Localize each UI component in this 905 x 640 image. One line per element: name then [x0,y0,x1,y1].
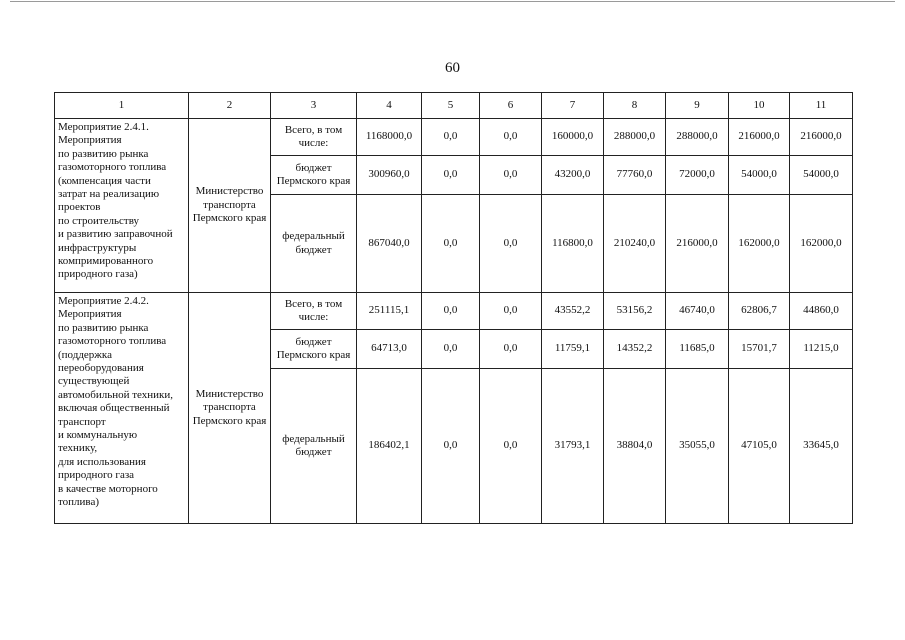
description-line: Мероприятие 2.4.2. [58,295,149,307]
source-line: бюджет [295,161,332,174]
description-line: (поддержка [58,348,112,361]
description-line: газомоторного топлива [58,161,167,174]
source-line: Всего, в том [284,297,343,310]
responsible-ministry [189,293,271,524]
column-header: 5 [422,93,480,119]
source-line: числе: [298,137,329,149]
description-line: для использования [58,455,146,468]
page-top-edge [10,1,895,2]
description-line: существующей [58,375,130,388]
source-line: Пермского края [276,349,351,361]
value-cell: 0,0 [422,195,480,293]
description-line: инфраструктуры [58,241,137,254]
budget-table [54,92,853,524]
description-line: включая общественный [58,402,170,415]
description-line: по развитию рынка [58,147,149,160]
value-cell: 14352,2 [604,330,666,369]
value-cell: 44860,0 [790,293,853,330]
value-cell: 46740,0 [666,293,729,330]
value-cell: 47105,0 [729,369,790,524]
value-cell: 0,0 [480,156,542,195]
value-cell: 0,0 [480,293,542,330]
description-line: Мероприятие 2.4.1. [58,121,149,133]
value-cell: 0,0 [422,156,480,195]
source-line: Пермского края [276,175,351,187]
description-line: транспорт [58,415,106,428]
description-line: автомобильной техники, [58,388,174,401]
value-cell: 53156,2 [604,293,666,330]
funding-source [271,369,357,524]
source-line: бюджет [295,243,332,256]
value-cell: 300960,0 [357,156,422,195]
value-cell: 162000,0 [729,195,790,293]
value-cell: 186402,1 [357,369,422,524]
column-header: 1 [55,93,189,119]
description-line: в качестве моторного [58,482,158,495]
description-line: и развитию заправочной [58,228,173,241]
page-number: 60 [445,60,460,76]
value-cell: 62806,7 [729,293,790,330]
description-line: газомоторного топлива [58,335,167,348]
column-header: 2 [189,93,271,119]
responsible-ministry [189,119,271,293]
value-cell: 288000,0 [666,119,729,156]
value-cell: 11759,1 [542,330,604,369]
value-cell: 216000,0 [666,195,729,293]
ministry-line: транспорта [203,198,256,211]
value-cell: 64713,0 [357,330,422,369]
column-header: 9 [666,93,729,119]
value-cell: 160000,0 [542,119,604,156]
description-line: затрат на реализацию [58,188,160,201]
ministry-line: Пермского края [192,212,267,225]
value-cell: 0,0 [480,330,542,369]
description-line: по строительству [58,214,140,227]
source-line: числе: [298,311,329,323]
description-line: переоборудования [58,362,144,375]
description-line: Мероприятия [58,308,122,321]
funding-source [271,195,357,293]
funding-source [271,330,357,369]
funding-source [271,119,357,156]
value-cell: 33645,0 [790,369,853,524]
value-cell: 0,0 [480,119,542,156]
value-cell: 251115,1 [357,293,422,330]
column-header: 7 [542,93,604,119]
table-row [55,119,853,156]
value-cell: 210240,0 [604,195,666,293]
value-cell: 162000,0 [790,195,853,293]
value-cell: 31793,1 [542,369,604,524]
value-cell: 0,0 [422,330,480,369]
value-cell: 1168000,0 [357,119,422,156]
description-line: топлива) [58,496,100,509]
column-number-row [55,93,853,119]
table-row [55,293,853,330]
description-line: компримированного [58,255,154,268]
description-line: природного газа [58,469,135,482]
column-header: 3 [271,93,357,119]
value-cell: 43552,2 [542,293,604,330]
source-line: бюджет [295,335,332,348]
value-cell: 43200,0 [542,156,604,195]
description-line: (компенсация части [58,174,151,187]
description-line: по развитию рынка [58,321,149,334]
value-cell: 54000,0 [790,156,853,195]
ministry-line: транспорта [203,401,256,414]
value-cell: 288000,0 [604,119,666,156]
ministry-line: Пермского края [192,414,267,427]
description-line: технику, [58,442,98,455]
value-cell: 0,0 [480,369,542,524]
value-cell: 54000,0 [729,156,790,195]
description-line: и коммунальную [58,429,138,442]
funding-source [271,293,357,330]
source-line: Всего, в том [284,123,343,136]
source-line: бюджет [295,446,332,458]
column-header: 8 [604,93,666,119]
ministry-line: Министерство [195,387,264,400]
value-cell: 0,0 [480,195,542,293]
value-cell: 0,0 [422,293,480,330]
value-cell: 35055,0 [666,369,729,524]
value-cell: 216000,0 [729,119,790,156]
description-line: Мероприятия [58,134,122,147]
source-line: федеральный [282,432,345,445]
column-header: 6 [480,93,542,119]
value-cell: 867040,0 [357,195,422,293]
value-cell: 15701,7 [729,330,790,369]
value-cell: 0,0 [422,369,480,524]
value-cell: 216000,0 [790,119,853,156]
description-line: проектов [58,201,101,214]
value-cell: 72000,0 [666,156,729,195]
value-cell: 116800,0 [542,195,604,293]
funding-source [271,156,357,195]
value-cell: 11215,0 [790,330,853,369]
column-header: 11 [790,93,853,119]
measure-description [55,293,189,524]
value-cell: 0,0 [422,119,480,156]
source-line: федеральный [282,230,345,243]
value-cell: 38804,0 [604,369,666,524]
ministry-line: Министерство [195,185,264,198]
value-cell: 77760,0 [604,156,666,195]
description-line: природного газа) [58,268,138,281]
measure-description [55,119,189,293]
value-cell: 11685,0 [666,330,729,369]
column-header: 10 [729,93,790,119]
column-header: 4 [357,93,422,119]
